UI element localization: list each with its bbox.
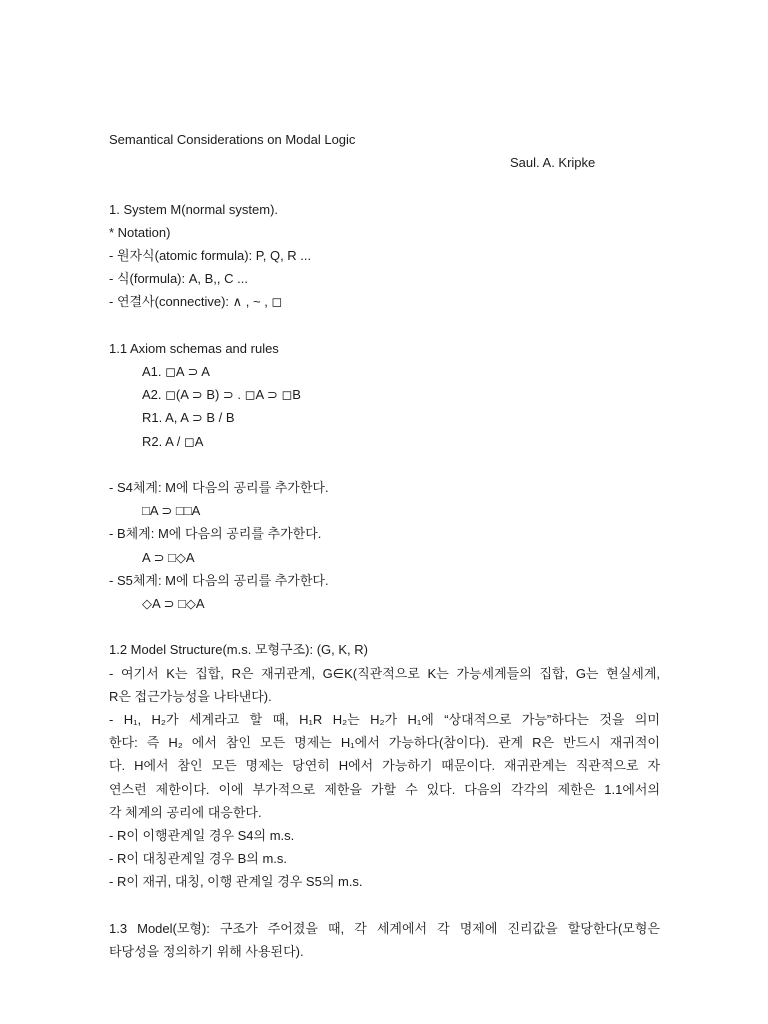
spacer [109,615,660,638]
spacer [109,453,660,476]
author-name: Saul. A. Kripke [510,155,596,171]
paragraph-line: 한다: 즉 H₂ 에서 참인 모든 명제는 H₁에서 가능하다(참이다). 관계 R은 반드시 재귀적이 [109,735,660,751]
list-item: - R이 재귀, 대칭, 이행 관계일 경우 S5의 m.s. [109,874,363,890]
section-heading: 1.2 Model Structure(m.s. 모형구조): (G, K, R) [109,642,369,658]
paragraph-line: 각 체계의 공리에 대응한다. [109,804,262,820]
paragraph-line: R은 접근가능성을 나타낸다). [109,688,272,704]
system-description: - S4체계: M에 다음의 공리를 추가한다. [109,480,329,495]
paragraph-line: - 여기서 K는 집합, R은 재귀관계, G∈K(직관적으로 K는 가능세계들의 집합, G는 현실세계, [109,665,660,681]
notation-item: - 원자식(atomic formula): P, Q, R ... [109,248,312,263]
section-heading: 1. System M(normal system). [109,201,279,217]
paragraph-line: 1.3 Model(모형): 구조가 주어졌을 때, 각 세계에서 각 명제에 진리값을 할당한다(모형은 [109,920,660,936]
notation-heading: * Notation) [109,224,171,240]
axiom-rule: R2. A / ◻A [142,433,204,449]
paragraph-line: 다. H에서 참인 모든 명제는 당연히 H에서 가능하기 때문이다. 재귀관계는 직관적으로 자 [109,758,660,774]
list-item: - R이 이행관계일 경우 S4의 m.s. [109,828,295,844]
system-axiom: A ⊃ □◇A [142,549,195,565]
notation-item: - 연결사(connective): ∧ , ~ , ◻ [109,294,283,310]
paragraph-line: 연스런 제한이다. 이에 부가적으로 제한을 가할 수 있다. 다음의 각각의 제한은 1.1에서의 [109,781,660,797]
list-item: - R이 대칭관계일 경우 B의 m.s. [109,851,288,867]
section-heading: 1.1 Axiom schemas and rules [109,340,279,356]
axiom-rule: R1. A, A ⊃ B / B [142,410,235,426]
spacer [109,894,660,917]
spacer [109,174,660,197]
notation-item: - 식(formula): A, B,, C ... [109,271,248,287]
system-description: - B체계: M에 다음의 공리를 추가한다. [109,526,322,542]
paragraph-line: - H₁, H₂가 세계라고 할 때, H₁R H₂는 H₂가 H₁에 “상대적으로 가능”하다는 것을 의미 [109,712,660,728]
document-page [109,128,660,963]
document-title: Semantical Considerations on Modal Logic [109,132,356,147]
spacer [109,314,660,337]
axiom-rule: A1. ◻A ⊃ A [142,364,210,379]
axiom-rule: A2. ◻(A ⊃ B) ⊃ . ◻A ⊃ ◻B [142,387,301,403]
paragraph-line: 타당성을 정의하기 위해 사용된다). [109,944,304,960]
system-axiom: ◇A ⊃ □◇A [142,596,205,612]
system-description: - S5체계: M에 다음의 공리를 추가한다. [109,572,329,588]
system-axiom: □A ⊃ □□A [142,503,201,519]
